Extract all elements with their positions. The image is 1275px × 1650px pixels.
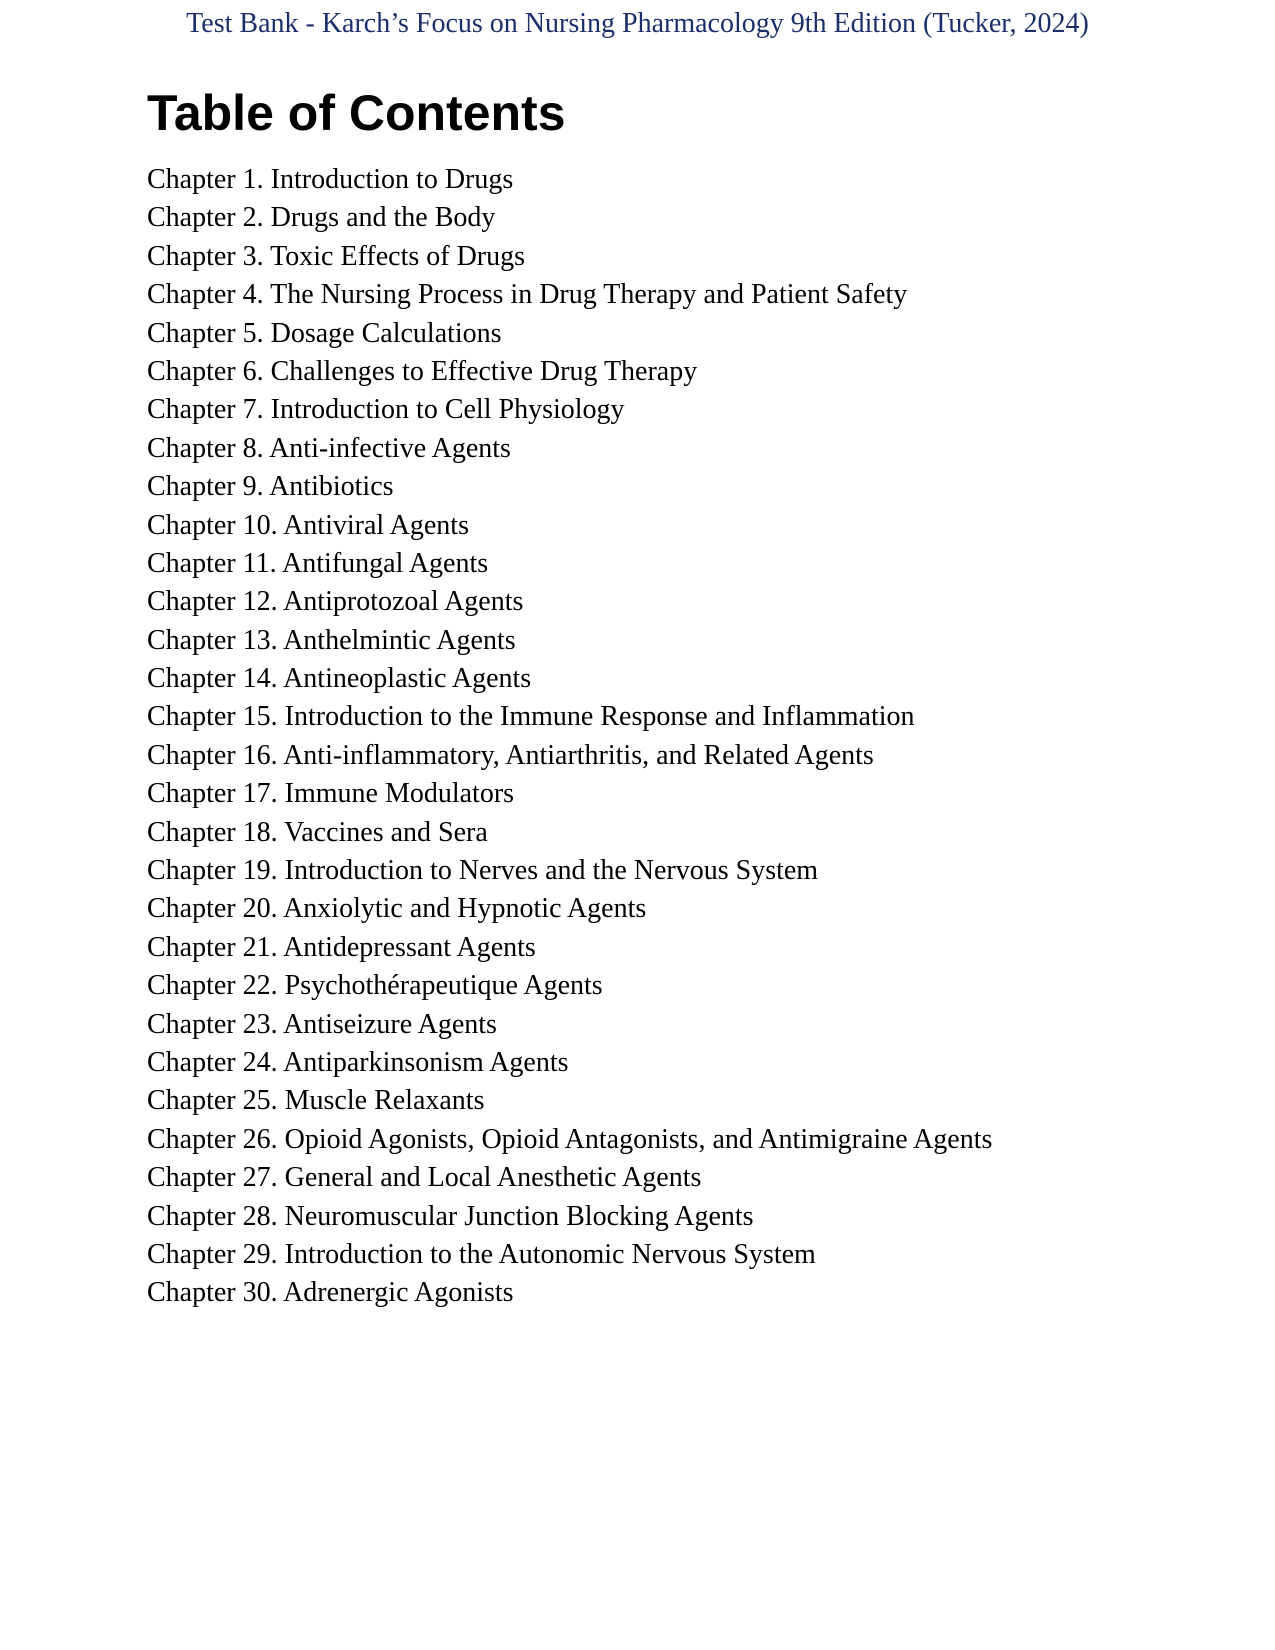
- toc-entry-chapter-22[interactable]: Chapter 22. Psychothérapeutique Agents: [147, 970, 603, 1002]
- toc-entry-chapter-21[interactable]: Chapter 21. Antidepressant Agents: [147, 931, 536, 963]
- toc-entry-chapter-8[interactable]: Chapter 8. Anti-infective Agents: [147, 432, 511, 464]
- running-header: Test Bank - Karch’s Focus on Nursing Pharmacology 9th Edition (Tucker, 2024): [186, 8, 1089, 39]
- toc-entry-chapter-10[interactable]: Chapter 10. Antiviral Agents: [147, 509, 469, 541]
- toc-entry-chapter-16[interactable]: Chapter 16. Anti-inflammatory, Antiarthritis, and Related Agents: [147, 739, 874, 771]
- toc-entry-chapter-12[interactable]: Chapter 12. Antiprotozoal Agents: [147, 586, 524, 618]
- toc-entry-chapter-30[interactable]: Chapter 30. Adrenergic Agonists: [147, 1277, 514, 1309]
- toc-entry-chapter-3[interactable]: Chapter 3. Toxic Effects of Drugs: [147, 240, 526, 272]
- toc-entry-chapter-13[interactable]: Chapter 13. Anthelmintic Agents: [147, 624, 516, 656]
- toc-list: [147, 161, 992, 1313]
- toc-entry-chapter-18[interactable]: Chapter 18. Vaccines and Sera: [147, 816, 488, 848]
- toc-entry-chapter-2[interactable]: Chapter 2. Drugs and the Body: [147, 202, 496, 234]
- toc-entry-chapter-14[interactable]: Chapter 14. Antineoplastic Agents: [147, 663, 532, 695]
- toc-entry-chapter-7[interactable]: Chapter 7. Introduction to Cell Physiology: [147, 394, 625, 426]
- toc-entry-chapter-4[interactable]: Chapter 4. The Nursing Process in Drug Therapy and Patient Safety: [147, 279, 908, 311]
- toc-entry-chapter-24[interactable]: Chapter 24. Antiparkinsonism Agents: [147, 1046, 569, 1078]
- toc-entry-chapter-6[interactable]: Chapter 6. Challenges to Effective Drug Therapy: [147, 355, 698, 387]
- toc-entry-chapter-23[interactable]: Chapter 23. Antiseizure Agents: [147, 1008, 497, 1040]
- toc-title: Table of Contents: [147, 85, 566, 141]
- toc-entry-chapter-25[interactable]: Chapter 25. Muscle Relaxants: [147, 1085, 485, 1117]
- toc-entry-chapter-26[interactable]: Chapter 26. Opioid Agonists, Opioid Antagonists, and Antimigraine Agents: [147, 1123, 993, 1155]
- toc-entry-chapter-15[interactable]: Chapter 15. Introduction to the Immune Response and Inflammation: [147, 701, 915, 733]
- toc-entry-chapter-20[interactable]: Chapter 20. Anxiolytic and Hypnotic Agents: [147, 893, 647, 925]
- toc-entry-chapter-5[interactable]: Chapter 5. Dosage Calculations: [147, 317, 502, 349]
- toc-entry-chapter-1[interactable]: Chapter 1. Introduction to Drugs: [147, 164, 514, 195]
- toc-entry-chapter-11[interactable]: Chapter 11. Antifungal Agents: [147, 547, 489, 579]
- toc-entry-chapter-27[interactable]: Chapter 27. General and Local Anesthetic Agents: [147, 1162, 702, 1194]
- toc-entry-chapter-17[interactable]: Chapter 17. Immune Modulators: [147, 778, 515, 810]
- toc-entry-chapter-29[interactable]: Chapter 29. Introduction to the Autonomic Nervous System: [147, 1238, 816, 1270]
- toc-entry-chapter-28[interactable]: Chapter 28. Neuromuscular Junction Blocking Agents: [147, 1200, 754, 1232]
- toc-entry-chapter-19[interactable]: Chapter 19. Introduction to Nerves and the Nervous System: [147, 855, 819, 887]
- toc-entry-chapter-9[interactable]: Chapter 9. Antibiotics: [147, 471, 394, 503]
